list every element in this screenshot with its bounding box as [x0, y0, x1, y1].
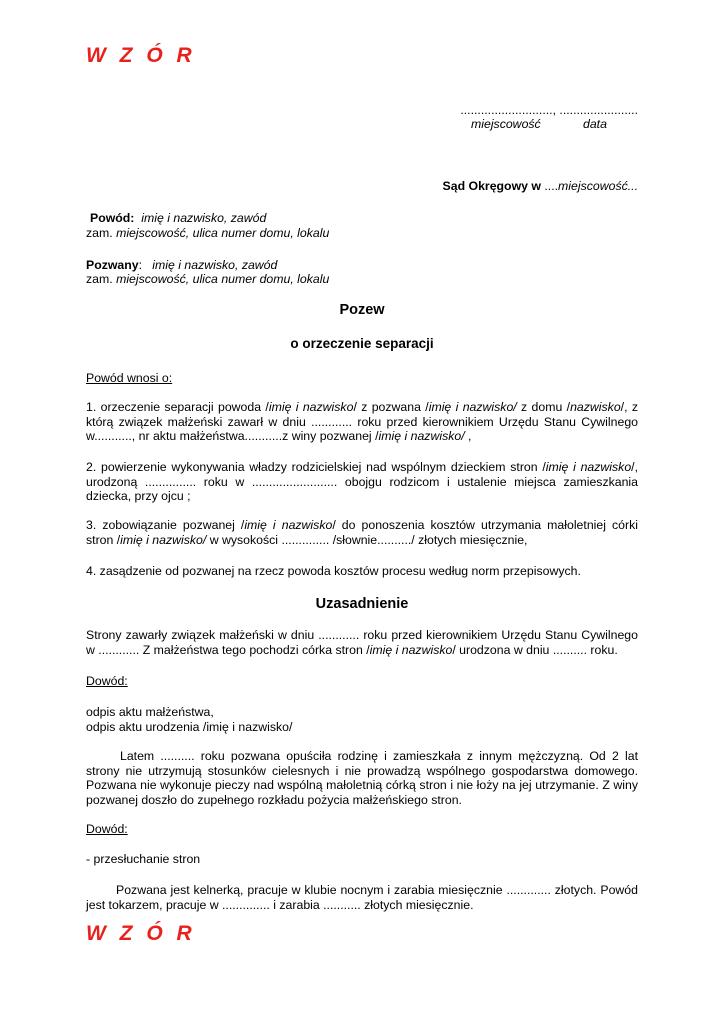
req2-text-b: imię i nazwisko [545, 460, 632, 474]
just1-text-a: Strony zawarły związek małżeński w dniu ............ roku przed kierownikiem Urzędu Stanu Cywilnego w ............ Z małżeństwa tego pochodzi córka stron / [86, 628, 638, 657]
court-prefix: Sąd Okręgowy w [442, 179, 541, 193]
defendant-colon: : [138, 258, 143, 272]
req3-text-e: w wysokości .............. /słownie........../ złotych miesięcznie, [206, 532, 528, 547]
defendant-address [86, 272, 329, 286]
plaintiff-line [90, 211, 266, 225]
just1-text-c: / urodzona w dniu .......... roku. [452, 642, 618, 657]
request-4: 4. zasądzenie od pozwanej na rzecz powoda kosztów procesu według norm przepisowych. [86, 564, 581, 578]
just1-text-b: imię i nazwisko [369, 642, 453, 657]
court-line [443, 179, 638, 193]
evidence-label-1: Dowód: [86, 674, 128, 688]
plaintiff-name: imię i nazwisko, zawód [141, 211, 267, 225]
req1-text-d: imię i nazwisko/ [428, 400, 517, 414]
req1-text-h: imię i nazwisko/ [378, 429, 465, 443]
defendant-name: imię i nazwisko, zawód [152, 258, 278, 272]
req3-text-b: imię i nazwisko [244, 518, 333, 532]
req3-text-c: / do ponoszenia kosztów utrzymania małoletniej córki stron / [86, 518, 638, 547]
place-label: miejscowość [471, 117, 541, 131]
request-2 [86, 460, 638, 504]
document-title: Pozew [339, 302, 385, 318]
req1-text-c: / z pozwana / [353, 400, 429, 414]
justification-3: Pozwana jest kelnerką, pracuje w klubie nocnym i zarabia miesięcznie ............. złotych. Powód jest tokarzem, pracuje w .............. i zarabia ........... złotych miesięcznie. [86, 883, 638, 912]
plaintiff-label: Powód: [90, 211, 135, 225]
defendant-label: Pozwany [86, 258, 139, 272]
defendant-addr: miejscowość, ulica numer domu, lokalu [116, 272, 330, 286]
req1-text-f: nazwisko [570, 400, 621, 414]
justification-2: Latem .......... roku pozwana opuściła rodzinę i zamieszkała z innym mężczyzną. Od 2 lat strony nie utrzymują stosunków cielesnych i nie prowadzą wspólnego gospodarstwa domowego. Pozwana nie wykonuje pieczy nad wspólną małoletnią córką stron i nie łoży na jej utrzymanie. Z winy pozwanej doszło do zupełnego rozkładu pożycia małżeńskiego stron. [86, 749, 638, 807]
requests-heading: Powód wnosi o: [86, 371, 173, 385]
evidence-label-2: Dowód: [86, 822, 128, 836]
watermark-top: W Z Ó R [86, 44, 196, 67]
req2-text-c: /, urodzoną ............... roku w ......................... obojgu rodzicom i ustalenie miejsca zamieszkania dziecka, przy ojcu ; [86, 460, 639, 503]
court-place: miejscowość... [558, 179, 638, 193]
defendant-addr-prefix: zam. [86, 272, 113, 286]
request-1 [86, 400, 638, 444]
court-dots: .... [544, 179, 559, 193]
justification-heading: Uzasadnienie [315, 596, 409, 612]
req3-text-a: 3. zobowiązanie pozwanej / [86, 518, 245, 532]
plaintiff-addr: miejscowość, ulica numer domu, lokalu [116, 226, 330, 240]
plaintiff-address [86, 226, 329, 240]
req2-text-a: 2. powierzenie wykonywania władzy rodzicielskiej nad wspólnym dzieckiem stron / [86, 460, 546, 474]
watermark-bottom: W Z Ó R [86, 922, 196, 945]
evidence-item-2: - przesłuchanie stron [86, 852, 201, 866]
evidence-list-1 [86, 705, 292, 734]
req1-text-i: , [464, 429, 472, 443]
document-subtitle: o orzeczenie separacji [290, 336, 434, 351]
date-label: data [583, 117, 607, 131]
justification-1 [86, 628, 638, 657]
defendant-line [86, 258, 277, 272]
place-date-dots: ..........................., ....................... [460, 103, 638, 117]
req1-text-g: /, z którą związek małżeński zawarł w dniu ............ roku przed kierownikiem Urzędu Stanu Cywilnego w..........., nr aktu małżeństwa...........z winy pozwanej / [86, 400, 639, 443]
req1-text-b: imię i nazwisko [268, 400, 354, 414]
plaintiff-addr-prefix: zam. [86, 226, 113, 240]
evidence-item: odpis aktu małżeństwa, [86, 705, 214, 719]
evidence-item: odpis aktu urodzenia /imię i nazwisko/ [86, 719, 293, 734]
req3-text-d: imię i nazwisko/ [120, 532, 207, 547]
req1-text-e: z domu / [516, 400, 571, 414]
req1-text-a: 1. orzeczenie separacji powoda / [86, 400, 269, 414]
request-3 [86, 518, 638, 547]
